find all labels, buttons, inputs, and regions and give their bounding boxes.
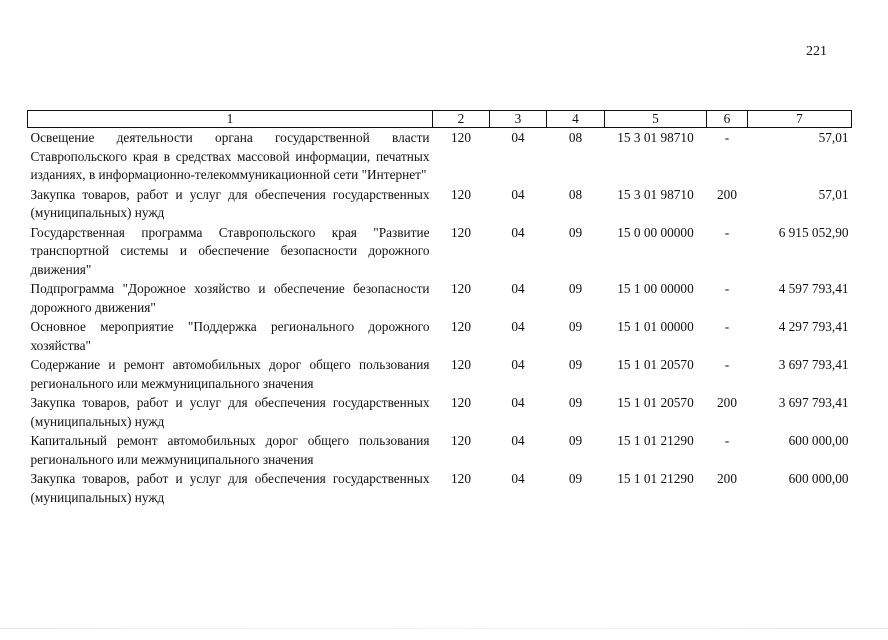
row-col-6: - bbox=[724, 433, 730, 448]
row-col-4: 09 bbox=[568, 357, 583, 372]
row-col-6: - bbox=[724, 319, 730, 334]
row-col-3: 04 bbox=[511, 395, 525, 410]
header-col-1: 1 bbox=[28, 111, 433, 128]
row-col-3: 04 bbox=[511, 281, 525, 296]
row-col-6: 200 bbox=[717, 395, 737, 410]
row-col-3: 04 bbox=[511, 186, 525, 202]
row-name: Основное мероприятие "Поддержка регионального дорожного хозяйства" bbox=[30, 319, 430, 353]
row-col-4: 08 bbox=[568, 130, 583, 145]
header-col-2: 2 bbox=[433, 111, 490, 128]
row-col-3: 04 bbox=[511, 471, 525, 486]
budget-table bbox=[27, 110, 852, 507]
row-amount: 3 697 793,41 bbox=[778, 395, 849, 410]
row-col-6: 200 bbox=[717, 186, 737, 202]
row-col-3: 04 bbox=[511, 130, 525, 145]
header-col-7: 7 bbox=[748, 111, 852, 128]
row-col-5: 15 3 01 98710 bbox=[617, 130, 694, 145]
page-number: 221 bbox=[806, 44, 827, 59]
row-amount: 600 000,00 bbox=[788, 433, 849, 448]
row-col-5: 15 0 00 00000 bbox=[617, 224, 694, 240]
row-col-6: - bbox=[724, 130, 730, 145]
row-col-3: 04 bbox=[511, 319, 525, 334]
row-col-2: 120 bbox=[451, 395, 471, 410]
row-amount: 600 000,00 bbox=[788, 471, 849, 486]
row-col-5: 15 1 01 20570 bbox=[617, 395, 694, 410]
row-col-5: 15 1 01 21290 bbox=[617, 471, 694, 486]
table-row bbox=[28, 355, 852, 393]
table-row bbox=[28, 185, 852, 223]
row-name: Освещение деятельности органа государственной власти Ставропольского края в средствах массовой информации, печатных изданиях, в информационно-телекоммуникационной сети "Интернет" bbox=[30, 130, 430, 182]
row-name: Закупка товаров, работ и услуг для обеспечения государственных (муниципальных) нужд bbox=[30, 186, 430, 220]
table-row bbox=[28, 431, 852, 469]
row-name: Капитальный ремонт автомобильных дорог общего пользования регионального или межмуниципального значения bbox=[30, 433, 430, 467]
row-col-2: 120 bbox=[451, 186, 471, 202]
row-col-6: 200 bbox=[717, 471, 737, 486]
row-col-4: 09 bbox=[568, 281, 583, 296]
row-col-2: 120 bbox=[451, 357, 471, 372]
table-row bbox=[28, 317, 852, 355]
header-row bbox=[28, 111, 852, 128]
row-col-5: 15 3 01 98710 bbox=[617, 186, 694, 202]
row-col-6: - bbox=[724, 357, 730, 372]
row-col-5: 15 1 00 00000 bbox=[617, 281, 694, 296]
row-name: Содержание и ремонт автомобильных дорог общего пользования регионального или межмуниципального значения bbox=[30, 357, 430, 391]
row-amount: 57,01 bbox=[818, 186, 849, 202]
header-col-5: 5 bbox=[605, 111, 707, 128]
table-row bbox=[28, 223, 852, 280]
row-col-4: 09 bbox=[568, 319, 583, 334]
row-name: Подпрограмма "Дорожное хозяйство и обеспечение безопасности дорожного движения" bbox=[30, 281, 430, 315]
row-col-5: 15 1 01 20570 bbox=[617, 357, 694, 372]
row-col-5: 15 1 01 00000 bbox=[617, 319, 694, 334]
table-row bbox=[28, 279, 852, 317]
row-amount: 6 915 052,90 bbox=[778, 224, 849, 240]
row-col-3: 04 bbox=[511, 224, 525, 240]
row-amount: 3 697 793,41 bbox=[778, 357, 849, 372]
header-col-4: 4 bbox=[547, 111, 605, 128]
row-col-3: 04 bbox=[511, 357, 525, 372]
row-col-5: 15 1 01 21290 bbox=[617, 433, 694, 448]
row-col-4: 08 bbox=[568, 186, 583, 202]
table-row bbox=[28, 128, 852, 185]
row-name: Государственная программа Ставропольского края "Развитие транспортной системы и обеспечение безопасности дорожного движения" bbox=[30, 224, 430, 277]
row-col-2: 120 bbox=[451, 130, 471, 145]
row-col-4: 09 bbox=[568, 395, 583, 410]
row-col-4: 09 bbox=[568, 224, 583, 240]
row-amount: 4 297 793,41 bbox=[778, 319, 849, 334]
header-col-3: 3 bbox=[490, 111, 547, 128]
row-amount: 4 597 793,41 bbox=[778, 281, 849, 296]
row-name: Закупка товаров, работ и услуг для обеспечения государственных (муниципальных) нужд bbox=[30, 395, 430, 429]
row-col-2: 120 bbox=[451, 224, 471, 240]
row-name: Закупка товаров, работ и услуг для обеспечения государственных (муниципальных) нужд bbox=[30, 471, 430, 505]
row-col-2: 120 bbox=[451, 433, 471, 448]
row-col-6: - bbox=[724, 281, 730, 296]
row-col-3: 04 bbox=[511, 433, 525, 448]
table-row bbox=[28, 393, 852, 431]
row-col-4: 09 bbox=[568, 471, 583, 486]
row-col-6: - bbox=[724, 224, 730, 240]
row-col-2: 120 bbox=[451, 319, 471, 334]
header-col-6: 6 bbox=[707, 111, 748, 128]
row-col-2: 120 bbox=[451, 471, 471, 486]
row-col-4: 09 bbox=[568, 433, 583, 448]
table-row bbox=[28, 469, 852, 507]
scan-edge-line bbox=[0, 628, 888, 629]
row-amount: 57,01 bbox=[818, 130, 849, 145]
row-col-2: 120 bbox=[451, 281, 471, 296]
